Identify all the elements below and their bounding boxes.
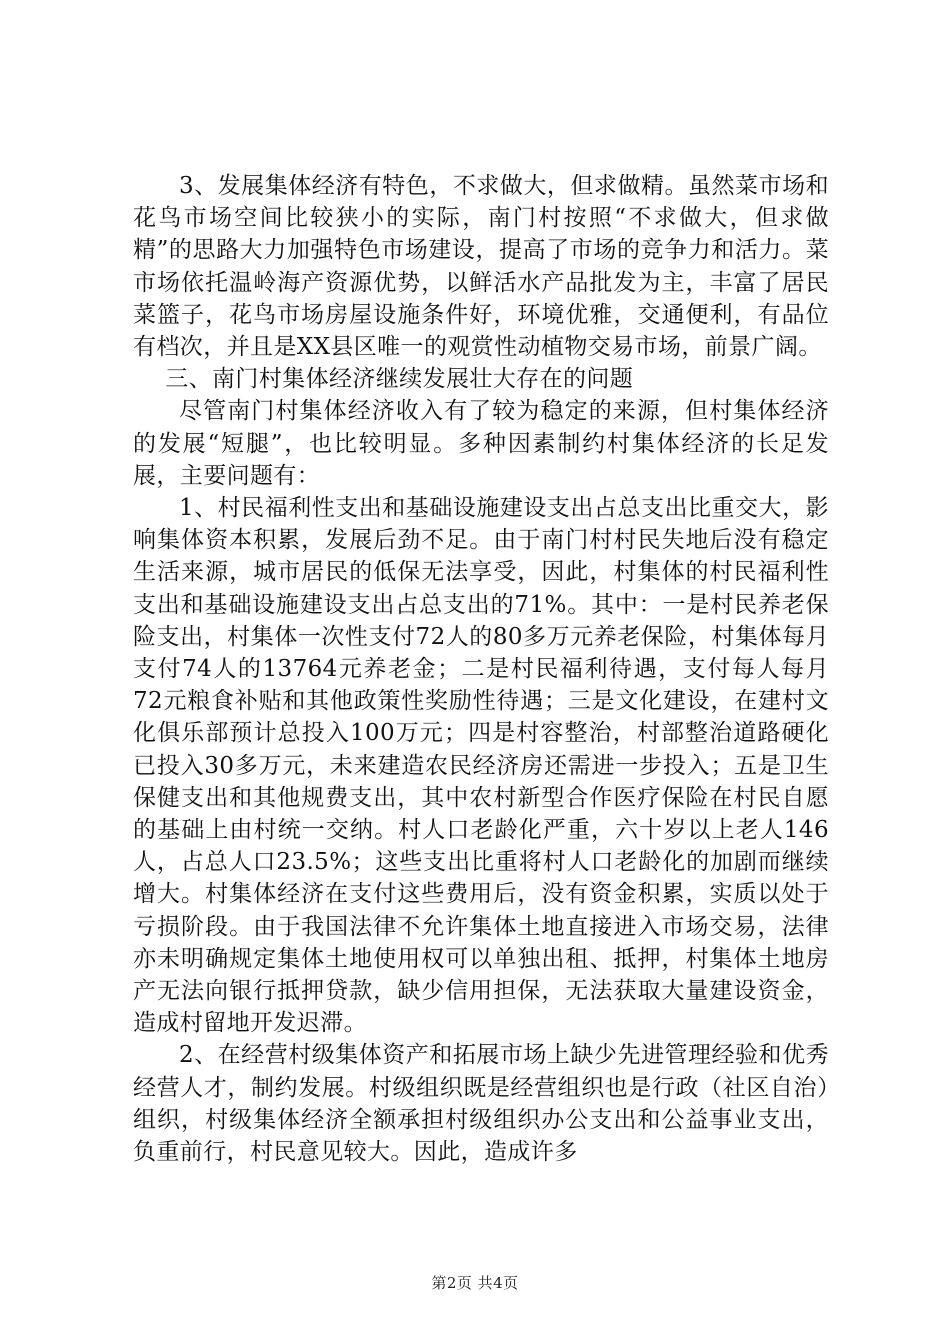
section-heading-problems: 三、南门村集体经济继续发展壮大存在的问题 [165,366,634,393]
page-footer: 第2页 共4页 [431,1274,519,1292]
paragraph-problems-intro: 尽管南门村集体经济收入有了较为稳定的来源，但村集体经济的发展“短腿”，也比较明显。多种因素制约村集体经济的长足发展，主要问题有： [133,398,829,489]
paragraph-problem-1: 1、村民福利性支出和基础设施建设支出占总支出比重交大，影响集体资本积累，发展后劲不足。由于南门村村民失地后没有稳定生活来源，城市居民的低保无法享受，因此，村集体的村民福利性支出和基础设施建设支出占总支出的71%。其中：一是村民养老保险支出，村集体一次性支付72人的80多万元养老保险，村集体每月支付74人的13764元养老金；二是村民福利待遇，支付每人每月72元粮食补贴和其他政策性奖励性待遇；三是文化建设，在建村文化俱乐部预计总投入100万元；四是村容整治，村部整治道路硬化已投入30多万元，未来建造农民经济房还需进一步投入；五是卫生保健支出和其他规费支出，其中农村新型合作医疗保险在村民自愿的基础上由村统一交纳。村人口老龄化严重，六十岁以上老人146人，占总人口23.5%；这些支出比重将村人口老龄化的加剧而继续增大。村集体经济在支付这些费用后，没有资金积累，实质以处于亏损阶段。由于我国法律不允许集体土地直接进入市场交易，法律亦未明确规定集体土地使用权可以单独出租、抵押，村集体土地房产无法向银行抵押贷款，缺少信用担保，无法获取大量建设资金，造成村留地开发迟滞。 [133,495,829,1037]
document-body [133,170,829,1168]
paragraph-problem-2: 2、在经营村级集体资产和拓展市场上缺少先进管理经验和优秀经营人才，制约发展。村级组织既是经营组织也是行政（社区自治）组织，村级集体经济全额承担村级组织办公支出和公益事业支出，负重前行，村民意见较大。因此，造成许多 [133,1042,829,1166]
paragraph-feature-economy: 3、发展集体经济有特色，不求做大，但求做精。虽然菜市场和花鸟市场空间比较狭小的实际，南门村按照“不求做大，但求做精”的思路大力加强特色市场建设，提高了市场的竞争力和活力。菜市场依托温岭海产资源优势，以鲜活水产品批发为主，丰富了居民菜篮子，花鸟市场房屋设施条件好，环境优雅，交通便利，有品位有档次，并且是XX县区唯一的观赏性动植物交易市场，前景广阔。 [133,173,829,361]
